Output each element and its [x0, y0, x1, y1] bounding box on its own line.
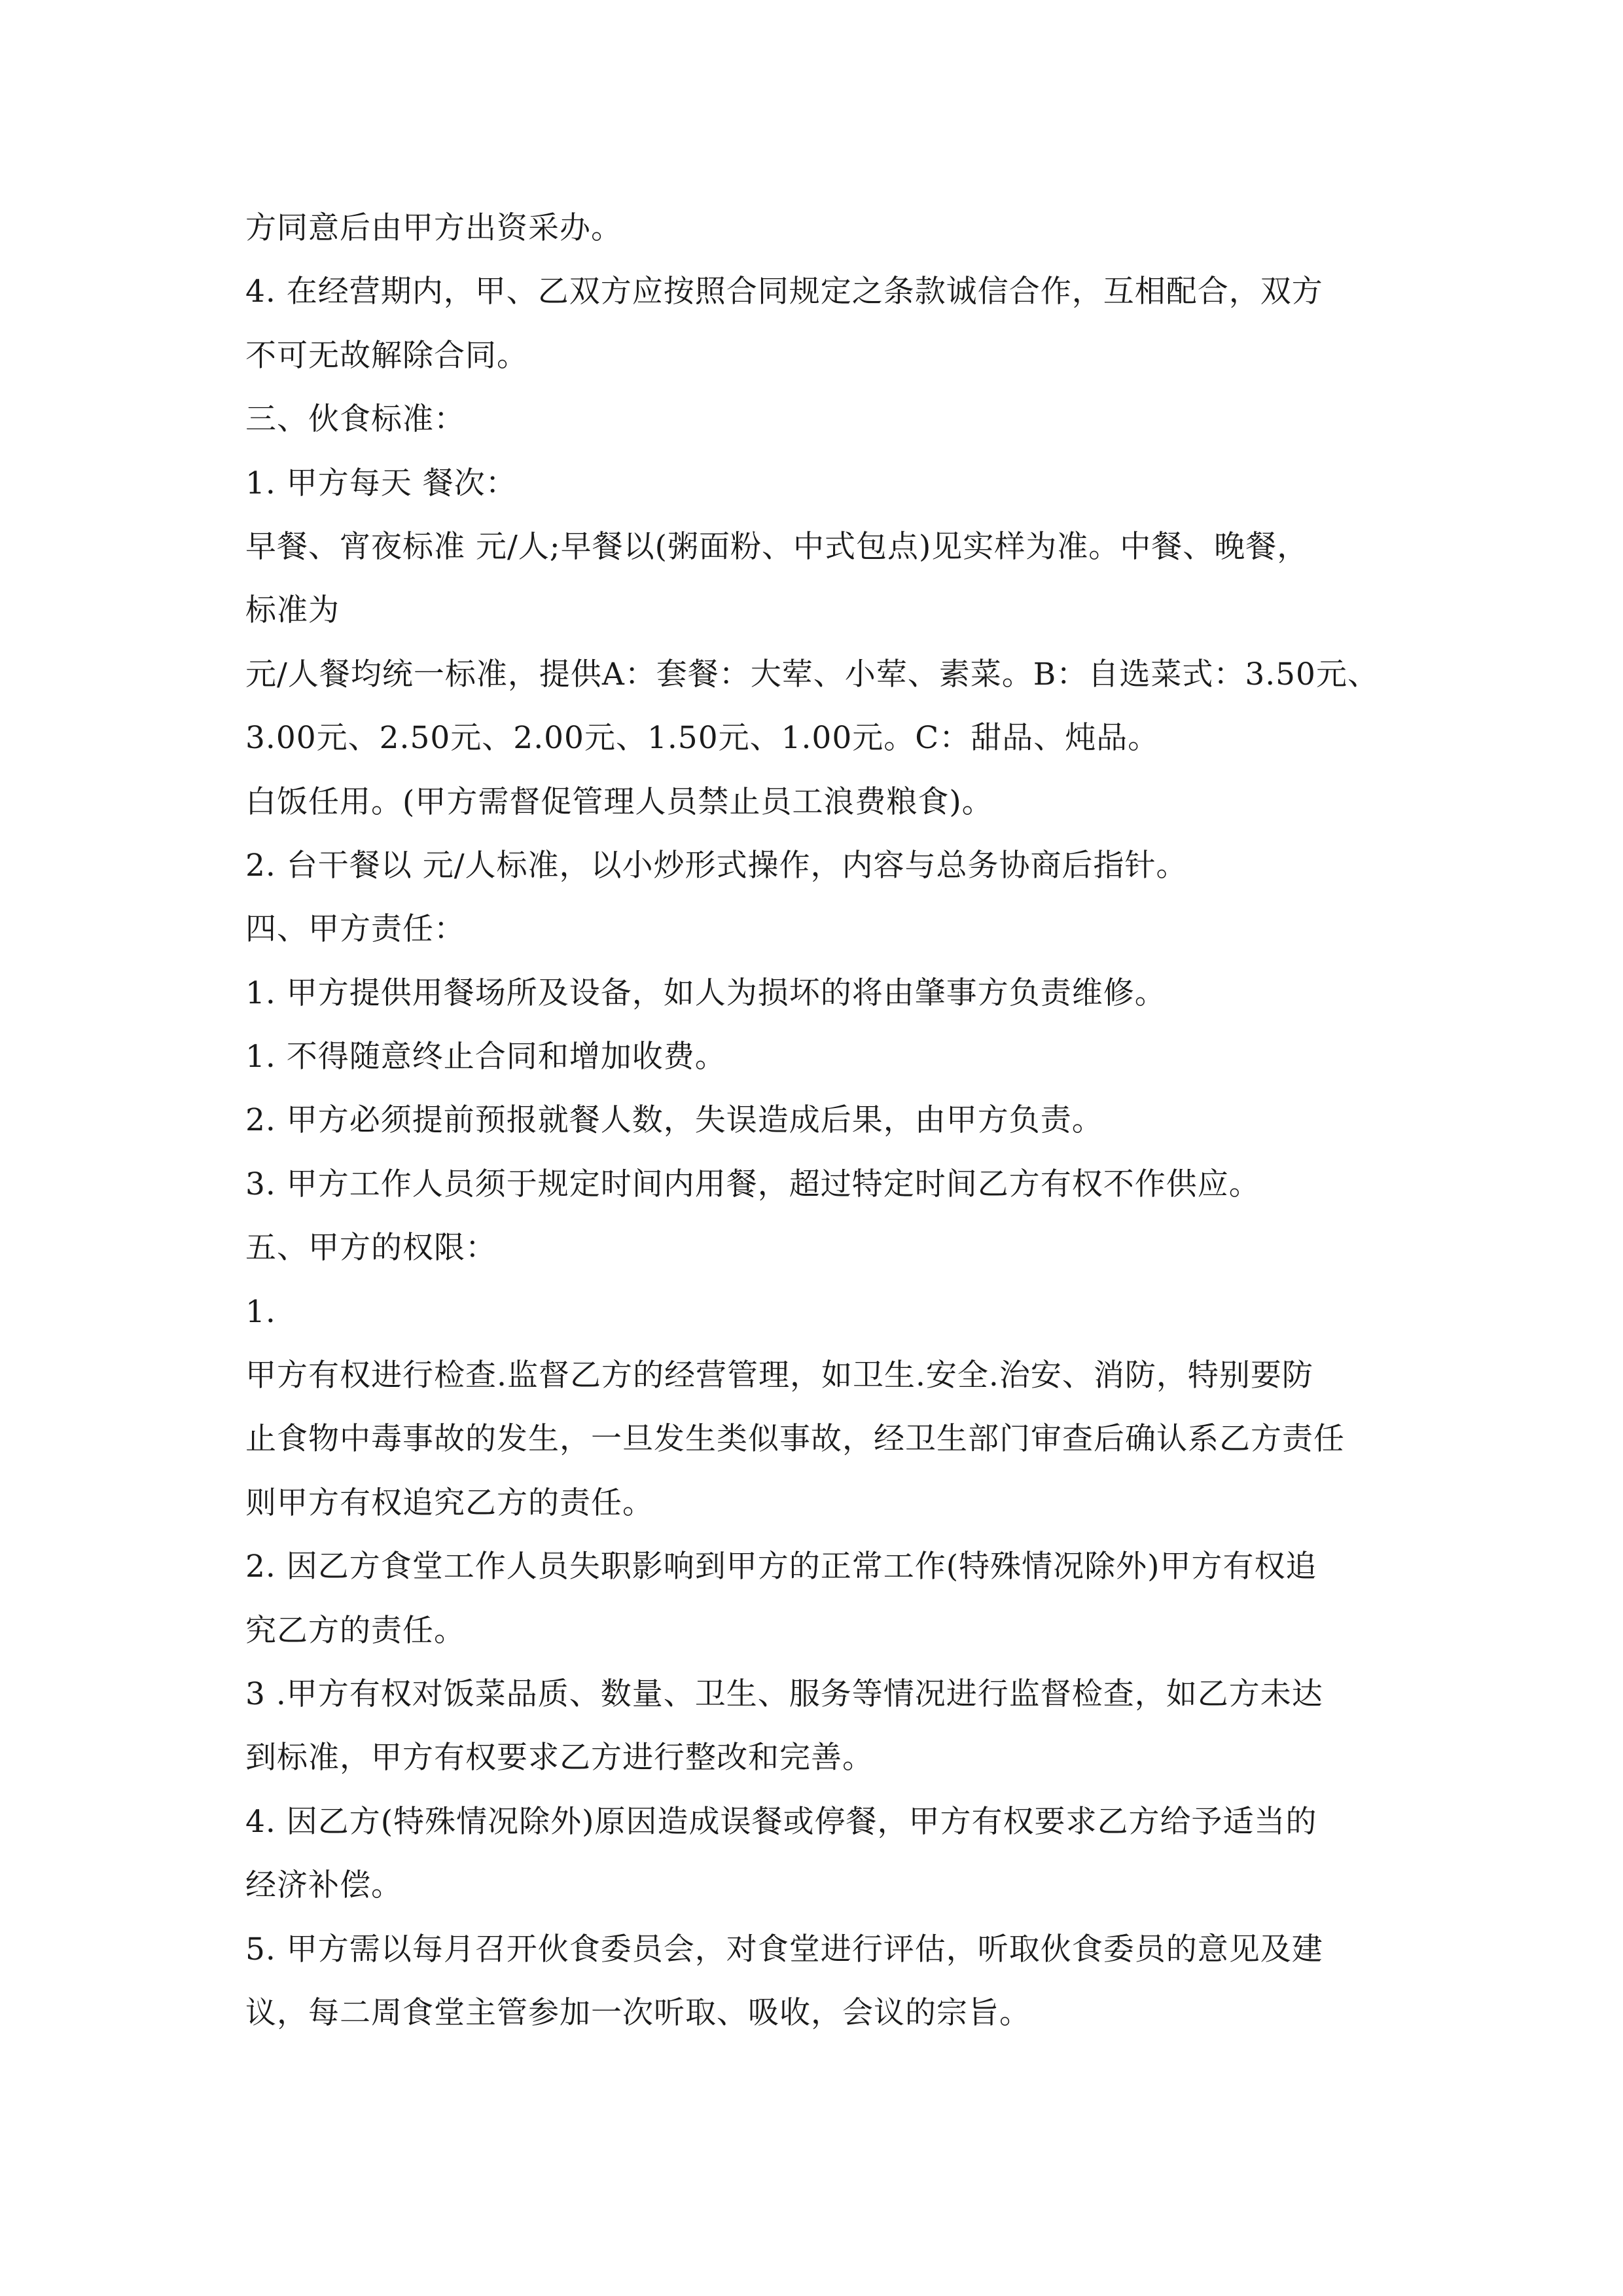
text-line: 2. 因乙方食堂工作人员失职影响到甲方的正常工作(特殊情况除外)甲方有权追 [245, 1549, 1317, 1585]
text-line: 早餐、宵夜标准 元/人;早餐以(粥面粉、中式包点)见实样为准。中餐、晚餐， [245, 528, 1309, 565]
text-line: 标准为 [245, 592, 340, 629]
text-line: 不可无故解除合同。 [245, 337, 528, 374]
text-line: 2. 甲方必须提前预报就餐人数，失误造成后果，由甲方负责。 [245, 1102, 1103, 1139]
section-heading: 四、甲方责任： [245, 911, 465, 948]
text-line: 究乙方的责任。 [245, 1612, 465, 1649]
text-line: 到标准，甲方有权要求乙方进行整改和完善。 [245, 1740, 874, 1776]
text-line: 3 .甲方有权对饭菜品质、数量、卫生、服务等情况进行监督检查，如乙方未达 [245, 1676, 1323, 1712]
text-line: 4. 在经营期内，甲、乙双方应按照合同规定之条款诚信合作，互相配合，双方 [245, 274, 1323, 310]
text-line: 4. 因乙方(特殊情况除外)原因造成误餐或停餐，甲方有权要求乙方给予适当的 [245, 1803, 1317, 1840]
section-heading: 三、伙食标准： [245, 401, 465, 438]
text-line: 议，每二周食堂主管参加一次听取、吸收，会议的宗旨。 [245, 1994, 1031, 2031]
text-line: 甲方有权进行检查.监督乙方的经营管理，如卫生.安全.治安、消防，特别要防 [245, 1357, 1313, 1394]
document-body [245, 196, 1384, 2045]
text-line: 经济补偿。 [245, 1867, 402, 1904]
text-line: 元/人餐均统一标准，提供A：套餐：大荤、小荤、素菜。B：自选菜式：3.50元、 [245, 656, 1379, 692]
text-line: 3.00元、2.50元、2.00元、1.50元、1.00元。C：甜品、炖品。 [245, 720, 1160, 757]
text-line: 1. [245, 1293, 276, 1330]
text-line: 2. 台干餐以 元/人标准，以小炒形式操作，内容与总务协商后指针。 [245, 847, 1188, 884]
text-line: 方同意后由甲方出资采办。 [245, 210, 622, 246]
text-line: 1. 甲方每天 餐次： [245, 465, 517, 501]
text-line: 1. 不得随意终止合同和增加收费。 [245, 1039, 726, 1075]
text-line: 1. 甲方提供用餐场所及设备，如人为损坏的将由肇事方负责维修。 [245, 975, 1166, 1011]
text-line: 则甲方有权追究乙方的责任。 [245, 1484, 654, 1521]
text-line: 5. 甲方需以每月召开伙食委员会，对食堂进行评估，听取伙食委员的意见及建 [245, 1931, 1323, 1967]
text-line: 3. 甲方工作人员须于规定时间内用餐，超过特定时间乙方有权不作供应。 [245, 1166, 1260, 1202]
text-line: 止食物中毒事故的发生，一旦发生类似事故，经卫生部门审查后确认系乙方责任 [245, 1421, 1345, 1458]
text-line: 白饭任用。(甲方需督促管理人员禁止员工浪费粮食)。 [245, 783, 993, 820]
section-heading: 五、甲方的权限： [245, 1230, 497, 1266]
